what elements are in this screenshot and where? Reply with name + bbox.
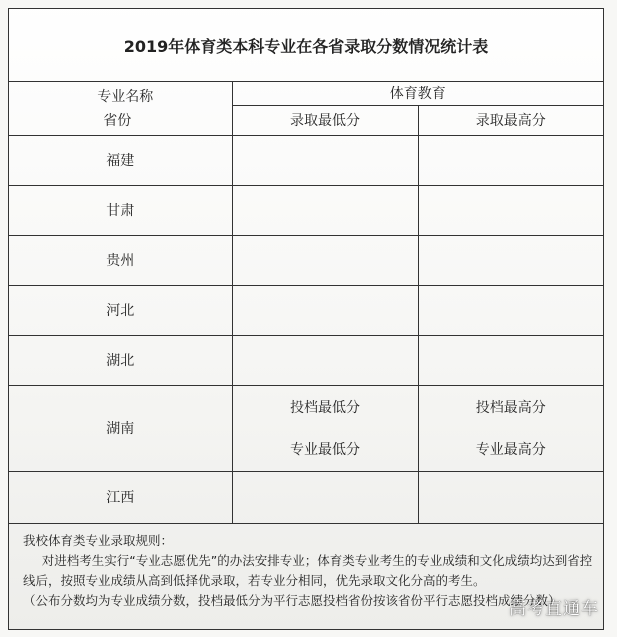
max-score-header: 录取最高分: [418, 105, 603, 135]
rules-heading: 我校体育类专业录取规则：: [23, 533, 174, 548]
min-score-cell: [232, 185, 418, 235]
table-row: [9, 285, 603, 335]
admission-max-label: 投档最高分: [475, 400, 546, 416]
table-row: [9, 185, 603, 235]
major-header: 体育教育: [232, 81, 603, 105]
max-score-cell: [418, 235, 603, 285]
max-score-cell: [418, 335, 603, 385]
corner-header-cell: [9, 81, 232, 135]
rules-footnote: （公布分数均为专业成绩分数，投档最低分为平行志愿投档省份按该省份平行志愿投档成绩分数）: [23, 593, 561, 608]
max-score-cell: [418, 285, 603, 335]
rules-text: 对进档考生实行“专业志愿优先”的办法安排专业；体育类专业考生的专业成绩和文化成绩均达到省控线后，按照专业成绩从高到低择优录取，若专业分相同，优先录取文化分高的考生。: [23, 553, 593, 588]
table-row: [9, 335, 603, 385]
max-score-cell: [418, 135, 603, 185]
table-row: [9, 471, 603, 523]
min-score-header: 录取最低分: [232, 105, 418, 135]
min-score-cell: [232, 235, 418, 285]
min-score-cell: [232, 285, 418, 335]
table-row: [9, 135, 603, 185]
score-table: [9, 81, 603, 524]
min-score-cell: [232, 471, 418, 523]
province-cell: 甘肃: [9, 185, 232, 235]
watermark-text: 高考直通车: [509, 599, 599, 619]
max-score-cell: [418, 185, 603, 235]
province-cell: 福建: [9, 135, 232, 185]
major-min-label: 专业最低分: [290, 442, 360, 458]
max-score-cell: [418, 385, 603, 471]
province-cell: 贵州: [9, 235, 232, 285]
max-score-cell: [418, 471, 603, 523]
corner-major-label: 专业名称: [97, 88, 154, 105]
corner-province-label: 省份: [103, 112, 132, 129]
admission-min-label: 投档最低分: [290, 400, 360, 416]
min-score-cell: [232, 135, 418, 185]
province-cell: 湖北: [9, 335, 232, 385]
major-max-label: 专业最高分: [475, 442, 546, 458]
table-row: [9, 385, 603, 471]
table-row: [9, 235, 603, 285]
province-cell: 江西: [9, 471, 232, 523]
table-title: 2019年体育类本科专业在各省录取分数情况统计表: [9, 9, 603, 82]
score-table-sheet: [8, 8, 604, 630]
min-score-cell: [232, 385, 418, 471]
min-score-cell: [232, 335, 418, 385]
province-cell: 湖南: [9, 385, 232, 471]
province-cell: 河北: [9, 285, 232, 335]
